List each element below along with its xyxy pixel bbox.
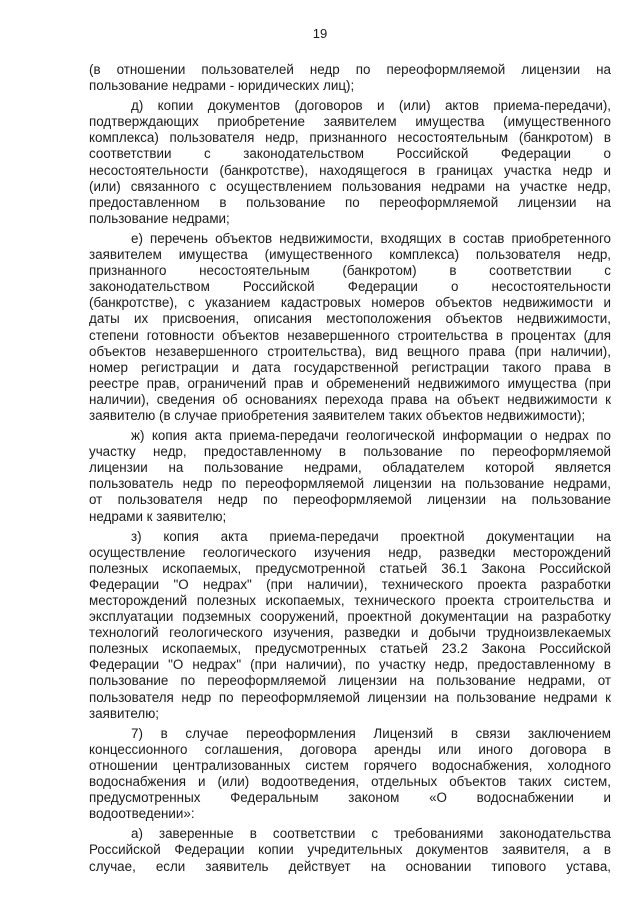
text-line: Федерации "О недрах" (при наличии), по участку недр, предоставленному в <box>89 657 611 673</box>
text-line: комплекса) пользователя недр, признанного несостоятельным (банкротом) в <box>89 130 611 146</box>
text-line: законодательством Российской Федерации о несостоятельности <box>89 279 611 295</box>
text-line: случае, если заявитель действует на основании типового устава, <box>89 858 611 874</box>
paragraph <box>89 826 611 874</box>
text-line: (в отношении пользователей недр по переоформляемой лицензии на <box>89 62 611 77</box>
text-line: соответствии с законодательством Российской Федерации о <box>89 146 611 162</box>
text-line: недрами к заявителю; <box>89 508 227 524</box>
text-line: д) копии документов (договоров и (или) актов приема-передачи), <box>131 98 611 114</box>
text-line: заявителем имущества (имущественного комплекса) пользователя недр, <box>89 247 611 263</box>
text-line: даты их присвоения, описания местоположения объектов недвижимости, <box>89 311 611 327</box>
text-line: пользователь недр по переоформляемой лицензии на пользование недрами, <box>89 476 611 492</box>
text-line: пользователя недр по переоформляемой лицензии на пользование недрами к <box>89 689 611 705</box>
text-line: лицензии на пользование недрами, обладателем которой является <box>89 460 611 476</box>
text-line: от пользователя недр по переоформляемой лицензии на пользование <box>89 492 611 508</box>
text-line: концессионного соглашения, договора аренды или иного договора в <box>89 741 611 757</box>
text-line: пользование недрами - юридических лиц); <box>89 78 355 94</box>
text-line: степени готовности объектов незавершенного строительства в процентах (для <box>89 327 611 343</box>
page-number: 19 <box>312 26 328 41</box>
text-line: заявителю (в случае приобретения заявителем таких объектов недвижимости); <box>89 407 586 423</box>
text-line: номер регистрации и дата государственной регистрации такого права в <box>89 359 611 375</box>
text-line: технологий геологического изучения, разведки и добычи трудноизвлекаемых <box>89 625 611 641</box>
text-line: водоснабжения и (или) водоотведения, отдельных объектов таких систем, <box>89 774 611 790</box>
text-line: реестре прав, ограничений прав и обременений недвижимого имущества (при <box>89 375 611 391</box>
text-line: полезных ископаемых, предусмотренных статьей 23.2 Закона Российской <box>89 641 611 657</box>
text-line: предусмотренных Федеральным законом «О водоснабжении и <box>89 790 611 806</box>
document-body <box>89 62 611 879</box>
text-line: (или) связанного с осуществлением пользования недрами на участке недр, <box>89 178 611 194</box>
paragraph <box>89 428 611 525</box>
text-line: участку недр, предоставленному в пользование по переоформляемой <box>89 444 611 460</box>
text-line: объектов незавершенного строительства), вид вещного права (при наличии), <box>89 343 611 359</box>
text-line: ж) копия акта приема-передачи геологической информации о недрах по <box>131 428 611 444</box>
text-line: (банкротстве), с указанием кадастровых номеров объектов недвижимости и <box>89 295 611 311</box>
paragraph <box>89 231 611 424</box>
text-line: подтверждающих приобретение заявителем имущества (имущественного <box>89 114 611 130</box>
text-line: месторождений полезных ископаемых, технического проекта строительства и <box>89 593 611 608</box>
paragraph <box>89 726 611 823</box>
text-line: пользование недрами; <box>89 210 230 226</box>
text-line: наличии), сведения об основаниях перехода права на объект недвижимости к <box>89 391 611 407</box>
text-line: признанного несостоятельным (банкротом) в соответствии с <box>89 263 611 279</box>
text-line: отношении централизованных систем горячего водоснабжения, холодного <box>89 757 611 773</box>
text-line: з) копия акта приема-передачи проектной документации на <box>131 528 611 544</box>
paragraph <box>89 62 611 94</box>
text-line: эксплуатации подземных сооружений, проектной документации на разработку <box>89 609 611 625</box>
paragraph <box>89 529 611 722</box>
text-line: Российской Федерации копии учредительных документов заявителя, а в <box>89 842 611 858</box>
text-line: заявителю; <box>89 705 159 721</box>
text-line: Федерации "О недрах" (при наличии), технического проекта разработки <box>89 576 611 592</box>
text-line: несостоятельности (банкротстве), находящегося в границах участка недр и <box>89 162 611 178</box>
text-line: водоотведении»: <box>89 806 195 822</box>
text-line: предоставленном в пользование по переоформляемой лицензии на <box>89 194 611 210</box>
text-line: 7) в случае переоформления Лицензий в связи заключением <box>131 725 611 741</box>
paragraph <box>89 98 611 227</box>
text-line: пользование по переоформляемой лицензии на пользование недрами, от <box>89 673 611 689</box>
text-line: осуществление геологического изучения недр, разведки месторождений <box>89 544 611 560</box>
text-line: полезных ископаемых, предусмотренной статьей 36.1 Закона Российской <box>89 560 611 576</box>
text-line: а) заверенные в соответствии с требованиями законодательства <box>131 826 611 842</box>
text-line: е) перечень объектов недвижимости, входящих в состав приобретенного <box>131 230 611 246</box>
